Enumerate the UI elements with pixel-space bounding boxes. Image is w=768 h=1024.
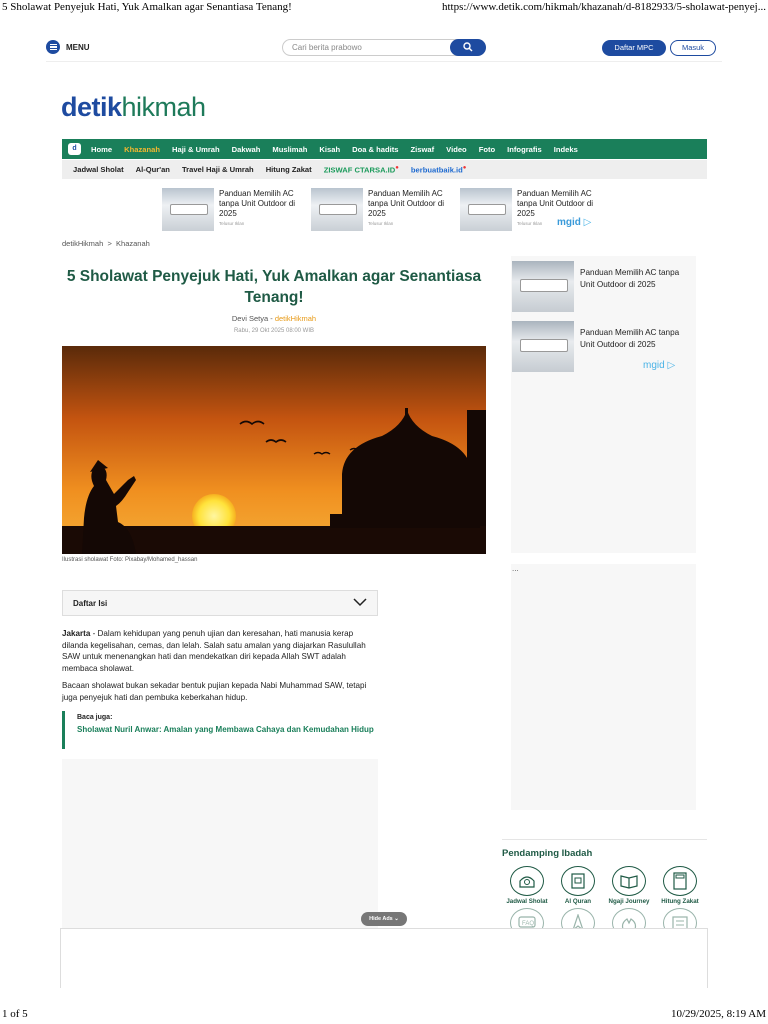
hide-ads-button[interactable] bbox=[361, 912, 407, 926]
ad-title: Panduan Memilih AC tanpa Unit Outdoor di 2025 bbox=[580, 328, 680, 349]
dateline: Jakarta bbox=[62, 629, 91, 638]
subnav-berbuatbaik-label: berbuatbaik.id bbox=[410, 165, 463, 175]
print-datetime: 10/29/2025, 8:19 AM bbox=[670, 1008, 766, 1020]
main-nav bbox=[62, 139, 707, 159]
hero-image bbox=[62, 346, 486, 554]
article-title: 5 Sholawat Penyejuk Hati, Yuk Amalkan agar Senantiasa Tenang! bbox=[66, 268, 482, 306]
svg-text:FAQ: FAQ bbox=[522, 921, 535, 927]
tool-label: Ngaji Journey bbox=[608, 898, 650, 905]
quran-book-icon bbox=[561, 866, 595, 896]
subnav-ziswaf-ctarsa[interactable] bbox=[324, 165, 399, 175]
nav-item-doa-hadits[interactable]: Doa & hadits bbox=[352, 144, 399, 154]
search-input[interactable]: Cari berita prabowo bbox=[282, 39, 486, 56]
ad-image bbox=[460, 188, 512, 231]
detik-home-icon[interactable]: d bbox=[68, 143, 81, 155]
mgid-label: mgid bbox=[557, 217, 581, 228]
subnav-berbuatbaik[interactable] bbox=[411, 165, 467, 175]
login-button[interactable]: Masuk bbox=[670, 40, 716, 56]
image-caption: Ilustrasi sholawat Foto: Pixabay/Mohamed_hassan bbox=[62, 557, 198, 563]
paragraph-text: - Dalam kehidupan yang penuh ujian dan keresahan, hati manusia kerap dilanda kegelisahan, cemas, dan lelah. Salah satu amalan yang diajarkan Rasulullah SAW untuk menenangkan hati dan mendekatkan diri kepada Allah SWT adalah membaca sholawat. bbox=[62, 629, 366, 673]
subnav-al-quran[interactable]: Al-Qur'an bbox=[135, 165, 170, 174]
ad-card[interactable] bbox=[162, 188, 302, 232]
register-button[interactable]: Daftar MPC bbox=[602, 40, 666, 56]
breadcrumb-separator-icon: > bbox=[105, 239, 114, 248]
adchoices-icon: ▷ bbox=[664, 360, 676, 371]
breadcrumb-home[interactable]: detikHikmah bbox=[62, 239, 104, 248]
hamburger-icon bbox=[46, 40, 60, 54]
ad-row bbox=[162, 188, 612, 232]
tool-jadwal-sholat[interactable] bbox=[502, 866, 552, 906]
ad-image bbox=[512, 261, 574, 312]
logo-part-hikmah: hikmah bbox=[121, 92, 206, 122]
tool-label: Jadwal Sholat bbox=[506, 898, 548, 905]
tool-ngaji-journey[interactable] bbox=[604, 866, 654, 906]
print-page-number: 1 of 5 bbox=[2, 1008, 28, 1020]
read-also-link[interactable]: Sholawat Nuril Anwar: Amalan yang Membawa Cahaya dan Kemudahan Hidup bbox=[77, 725, 374, 734]
sunset-mosque-illustration bbox=[62, 346, 486, 554]
nav-item-indeks[interactable]: Indeks bbox=[553, 144, 578, 154]
pendamping-heading: Pendamping Ibadah bbox=[502, 848, 593, 859]
breadcrumb-section[interactable]: Khazanah bbox=[116, 239, 150, 248]
mgid-logo[interactable] bbox=[557, 217, 591, 228]
bottom-sticky-ad bbox=[60, 928, 708, 988]
ad-title: Panduan Memilih AC tanpa Unit Outdoor di 2025 bbox=[580, 268, 680, 289]
search-button[interactable] bbox=[450, 39, 486, 56]
new-dot-icon: ● bbox=[462, 164, 467, 171]
print-footer bbox=[0, 1008, 768, 1024]
source-name[interactable]: detikHikmah bbox=[274, 314, 317, 323]
menu-label: MENU bbox=[66, 42, 90, 52]
ad-title: Panduan Memilih AC tanpa Unit Outdoor di 2025 bbox=[368, 189, 445, 218]
ad-sponsor: Telusur Iklan bbox=[368, 221, 394, 226]
new-dot-icon: ● bbox=[395, 164, 399, 171]
pendamping-ibadah bbox=[502, 839, 707, 927]
print-url: https://www.detik.com/hikmah/khazanah/d-8182933/5-sholawat-penyej... bbox=[441, 1, 766, 13]
table-of-contents[interactable] bbox=[62, 590, 378, 616]
top-bar bbox=[46, 34, 722, 62]
site-logo[interactable] bbox=[61, 92, 206, 123]
ad-sponsor: Telusur Iklan bbox=[517, 221, 543, 226]
calculator-icon bbox=[663, 866, 697, 896]
nav-item-dakwah[interactable]: Dakwah bbox=[231, 144, 261, 154]
read-also-box bbox=[62, 711, 380, 749]
mgid-logo[interactable] bbox=[643, 360, 675, 371]
read-also-label: Baca juga: bbox=[77, 714, 113, 721]
ad-image bbox=[162, 188, 214, 231]
placeholder-dots: ... bbox=[512, 564, 519, 573]
menu-button[interactable] bbox=[46, 40, 90, 54]
nav-item-khazanah[interactable]: Khazanah bbox=[124, 144, 160, 154]
ad-sponsor: Telusur Iklan bbox=[219, 221, 245, 226]
print-header bbox=[0, 0, 768, 16]
sub-nav bbox=[62, 160, 707, 179]
subnav-travel-haji[interactable]: Travel Haji & Umrah bbox=[181, 165, 254, 174]
mgid-label: mgid bbox=[643, 360, 665, 371]
ad-placeholder bbox=[62, 759, 378, 929]
chevron-down-icon bbox=[353, 598, 367, 607]
nav-item-home[interactable]: Home bbox=[91, 144, 113, 154]
sidebar-ad-block bbox=[511, 256, 696, 553]
article-paragraph: Bacaan sholawat bukan sekadar bentuk pujian kepada Nabi Muhammad SAW, tetapi juga penyejuk hati dan pembuka keberkahan hidup. bbox=[62, 681, 367, 702]
tool-label: Al Quran bbox=[564, 898, 592, 905]
publish-date: Rabu, 29 Okt 2025 08:00 WIB bbox=[233, 328, 315, 334]
nav-item-foto[interactable]: Foto bbox=[478, 144, 496, 154]
subnav-jadwal-sholat[interactable]: Jadwal Sholat bbox=[73, 165, 124, 174]
search-icon bbox=[463, 42, 473, 52]
print-title: 5 Sholawat Penyejuk Hati, Yuk Amalkan agar Senantiasa Tenang! bbox=[2, 1, 292, 13]
ad-image bbox=[512, 321, 574, 372]
nav-item-muslimah[interactable]: Muslimah bbox=[272, 144, 308, 154]
author-name[interactable]: Devi Setya bbox=[231, 314, 269, 323]
nav-item-haji-umrah[interactable]: Haji & Umrah bbox=[171, 144, 220, 154]
sidebar-ad-placeholder bbox=[511, 564, 696, 810]
subnav-ziswaf-label: ZISWAF CTARSA.ID bbox=[323, 165, 396, 175]
mosque-clock-icon bbox=[510, 866, 544, 896]
ad-image bbox=[311, 188, 363, 231]
subnav-hitung-zakat[interactable]: Hitung Zakat bbox=[265, 165, 312, 174]
hide-ads-label: Hide Ads bbox=[369, 916, 393, 922]
tool-al-quran[interactable] bbox=[553, 866, 603, 906]
nav-item-video[interactable]: Video bbox=[446, 144, 467, 154]
adchoices-icon: ▷ bbox=[580, 217, 592, 228]
article-paragraph bbox=[62, 628, 380, 674]
ad-title: Panduan Memilih AC tanpa Unit Outdoor di 2025 bbox=[517, 189, 594, 218]
sidebar-ad-card[interactable] bbox=[511, 261, 696, 312]
nav-item-kisah[interactable]: Kisah bbox=[319, 144, 341, 154]
ad-title: Panduan Memilih AC tanpa Unit Outdoor di 2025 bbox=[219, 189, 296, 218]
open-book-icon bbox=[612, 866, 646, 896]
tool-hitung-zakat[interactable] bbox=[655, 866, 705, 906]
toc-label: Daftar Isi bbox=[73, 599, 108, 608]
nav-item-ziswaf[interactable]: Ziswaf bbox=[410, 144, 435, 154]
chevron-down-icon: ⌄ bbox=[394, 916, 399, 922]
breadcrumb bbox=[62, 239, 150, 248]
nav-item-infografis[interactable]: Infografis bbox=[507, 144, 542, 154]
byline: Devi Setya - detikHikmah bbox=[231, 314, 317, 323]
ad-card[interactable] bbox=[311, 188, 451, 232]
logo-part-detik: detik bbox=[61, 92, 122, 122]
tool-label: Hitung Zakat bbox=[661, 898, 699, 905]
